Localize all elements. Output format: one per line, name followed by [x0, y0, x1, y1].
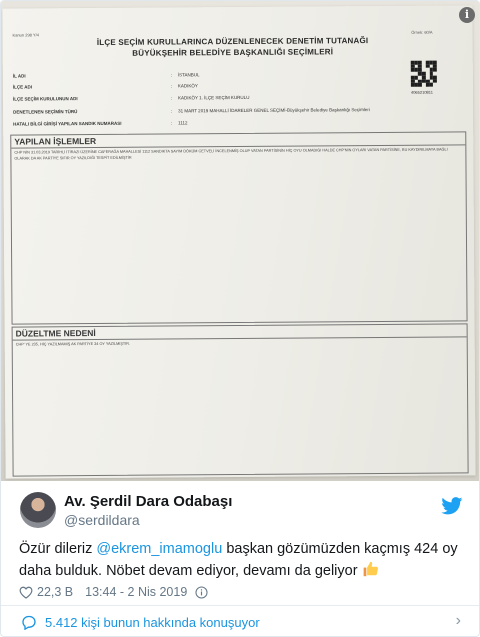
field-label-sandik: HATALI BİLGİ GİRİŞİ YAPILAN SANDIK NUMARASI	[13, 120, 122, 127]
section-duzeltme-nedeni	[12, 323, 469, 476]
section-yapilan-islemler	[10, 131, 467, 324]
document-paper	[2, 5, 475, 478]
tweet-text-part: başkan gözümüzden kaçmış 424 oy daha bulduk. Nöbet devam ediyor, devamı da geliyor	[19, 541, 458, 579]
thumbs-up-emoji	[362, 560, 379, 577]
info-small-icon[interactable]	[195, 586, 208, 599]
qr-code	[411, 61, 437, 87]
field-colon: :	[171, 108, 173, 114]
field-value-sandik: 1112	[178, 120, 188, 126]
field-value-secim-turu: 31 MART 2019 MAHALLİ İDARELER GENEL SEÇİMİ-Büyükşehir Belediye Başkanlığı Seçimleri	[178, 107, 370, 114]
field-label-kurul: İLÇE SEÇİM KURULUNUN ADI	[12, 96, 78, 102]
tweet-photo[interactable]	[1, 1, 480, 481]
field-label-ilce: İLÇE ADI	[12, 84, 33, 90]
document-form-code: Kanun 298 Y/4	[12, 32, 39, 38]
tweet-text	[19, 539, 459, 582]
field-colon: :	[170, 83, 173, 89]
document-sample-code: Örnek: 60/A	[411, 29, 433, 35]
field-value-il: İSTANBUL	[177, 72, 200, 78]
field-value-kurul: KADIKÖY 1. İLÇE SEÇİM KURULU	[177, 94, 250, 101]
field-colon: :	[171, 120, 173, 126]
field-value-ilce: KADIKÖY	[177, 83, 198, 89]
document-subtitle: BÜYÜKŞEHİR BELEDİYE BAŞKANLIĞI SEÇİMLERİ	[132, 47, 334, 58]
chevron-right-icon[interactable]: ›	[455, 612, 461, 629]
section-body: CHP NİN 31.03.2019 TARİHLİ İTİRAZI ÜZERİNE CAFERAĞA MAHALLESİ 1112 SANDIKTA SAYIM DÖKÜM CETVELİ İNCELENMİŞ OLUP VATAN PARTİSİNİN HİÇ OYU OLMADIĞI HALDE CHP'NİN OYLARI VATAN PARTİSİNE, BU KAYDIRILMAYA BAĞLI OLARAK DA AK PARTİYE SIFIR OY YAZILDIĞI TESPİT EDİLMİŞTİR	[14, 147, 448, 161]
heart-icon[interactable]	[19, 586, 33, 599]
tweet-author	[1, 489, 480, 539]
field-label-il: İL ADI	[12, 73, 26, 79]
tweet-text-part: Özür dileriz	[19, 541, 97, 557]
tweet-footer[interactable]	[1, 606, 480, 637]
document-title: İLÇE SEÇİM KURULLARINCA DÜZENLENECEK DENETİM TUTANAĞI	[96, 36, 369, 47]
field-colon: :	[170, 95, 173, 101]
mention-link[interactable]: @ekrem_imamoglu	[96, 541, 223, 557]
author-name[interactable]: Av. Şerdil Dara Odabaşı	[64, 493, 233, 510]
avatar[interactable]	[20, 492, 56, 528]
tweet-meta	[19, 585, 208, 599]
tweet-timestamp[interactable]: 13:44 - 2 Nis 2019	[85, 585, 188, 599]
section-title: DÜZELTME NEDENİ	[13, 324, 467, 340]
like-count[interactable]: 22,3 B	[37, 585, 74, 599]
field-colon: :	[170, 72, 173, 78]
section-title: YAPILAN İŞLEMLER	[11, 132, 465, 148]
section-body: CHP' YE 235, HİÇ YAZILMAMIŞ AK PARTİYE 34 OY YAZILMIŞTIR.	[15, 341, 131, 347]
conversation-link[interactable]: 5.412 kişi bunun hakkında konuşuyor	[45, 615, 260, 630]
twitter-bird-icon[interactable]	[441, 497, 463, 515]
author-handle[interactable]: @serdildara	[64, 512, 140, 528]
info-icon[interactable]: i	[459, 7, 475, 23]
comment-bubble-icon	[21, 615, 37, 630]
field-label-secim-turu: DENETLENEN SEÇİMİN TÜRÜ	[13, 109, 78, 115]
qr-number: 4065210811	[410, 89, 433, 95]
